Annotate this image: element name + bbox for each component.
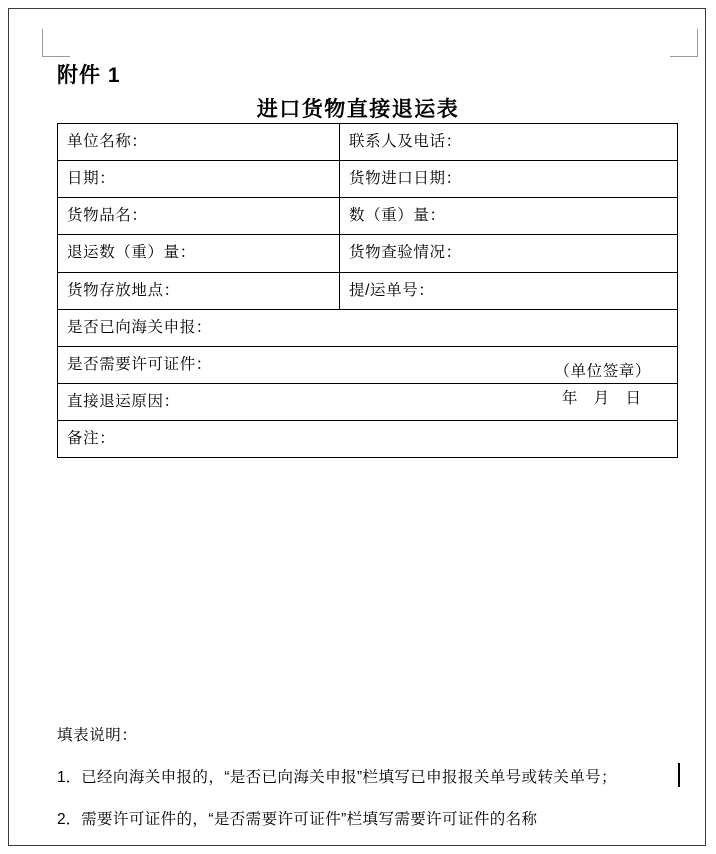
instruction-number: 2．	[57, 811, 82, 828]
instructions-heading: 填表说明：	[57, 727, 138, 744]
table-row	[58, 235, 678, 272]
field-label-contact-phone[interactable]: 联系人及电话：	[340, 124, 678, 161]
list-item	[57, 807, 697, 829]
text-cursor-caret	[678, 763, 680, 787]
field-label-return-quantity[interactable]: 退运数（重）量：	[58, 235, 340, 272]
field-label-inspection-status[interactable]: 货物查验情况：	[340, 235, 678, 272]
field-label-bill-number[interactable]: 提/运单号：	[340, 272, 678, 309]
instruction-number: 1．	[57, 769, 82, 786]
attachment-label: 附件 1	[57, 64, 121, 87]
instruction-text: 已经向海关申报的，“是否已向海关申报”栏填写已申报报关单号或转关单号；	[81, 769, 617, 786]
table-row	[58, 272, 678, 309]
field-label-remark[interactable]: 备注：	[58, 421, 678, 458]
crop-mark-top-left-icon	[42, 29, 70, 57]
crop-mark-top-right-icon	[670, 29, 698, 57]
page-title: 进口货物直接退运表	[256, 98, 460, 121]
field-label-storage-location[interactable]: 货物存放地点：	[58, 272, 340, 309]
field-label-goods-name[interactable]: 货物品名：	[58, 198, 340, 235]
return-shipment-form-table	[57, 123, 678, 458]
table-row	[58, 309, 678, 346]
instruction-text: 需要许可证件的，“是否需要许可证件”栏填写需要许可证件的名称	[81, 811, 538, 828]
table-row	[58, 124, 678, 161]
field-label-company-name[interactable]: 单位名称：	[58, 124, 340, 161]
table-row	[58, 421, 678, 458]
field-label-declared-to-customs[interactable]: 是否已向海关申报：	[58, 309, 678, 346]
list-item	[57, 765, 697, 787]
form-instructions	[57, 723, 697, 849]
table-row	[58, 198, 678, 235]
document-page	[8, 8, 706, 846]
signature-date-label: 年 月 日	[561, 390, 647, 407]
signature-stamp-label: （单位签章）	[554, 362, 651, 380]
field-label-quantity-weight[interactable]: 数（重）量：	[340, 198, 678, 235]
field-label-import-date[interactable]: 货物进口日期：	[340, 161, 678, 198]
signature-block	[554, 358, 651, 412]
field-label-return-reason: 直接退运原因：	[67, 392, 180, 410]
field-label-date[interactable]: 日期：	[58, 161, 340, 198]
table-row	[58, 161, 678, 198]
table-row	[58, 383, 678, 420]
field-label-license-required[interactable]: 是否需要许可证件：	[58, 346, 678, 383]
